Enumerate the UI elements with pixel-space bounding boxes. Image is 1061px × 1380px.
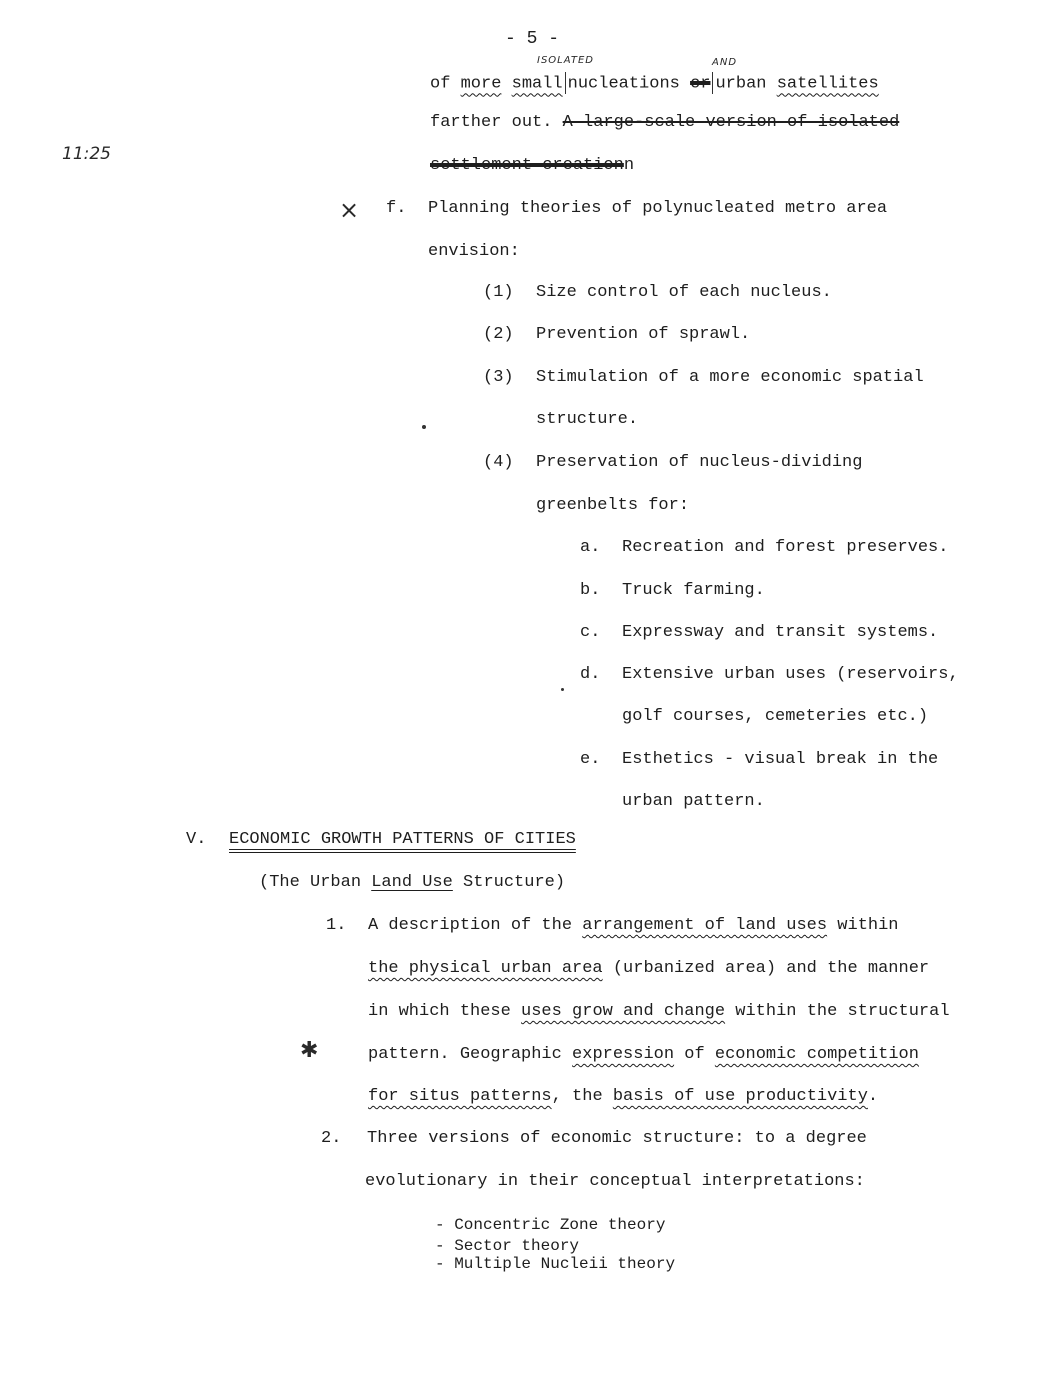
subtitle-part-1: (The Urban xyxy=(259,873,372,892)
item-1-line-2 xyxy=(368,960,929,977)
handwritten-isolated: ISOLATED xyxy=(537,55,594,66)
letter-c-label: c. xyxy=(580,623,601,642)
stray-mark-2 xyxy=(561,688,564,691)
subtitle-part-2: Structure) xyxy=(452,873,566,892)
item-1-l2-b: (urbanized area) and the manner xyxy=(602,959,930,978)
item-1-l5-c: . xyxy=(867,1087,879,1106)
letter-e-line-2: urban pattern. xyxy=(622,792,765,811)
continuation-line-1 xyxy=(430,72,879,94)
insert-caret-2 xyxy=(712,72,713,94)
item-1-l3-a: in which these xyxy=(368,1002,522,1021)
letter-b-label: b. xyxy=(580,581,601,600)
item-1-line-5 xyxy=(368,1088,878,1105)
letter-e-line-1: Esthetics - visual break in the xyxy=(622,750,939,769)
item-1-l3-b: within the structural xyxy=(725,1002,950,1021)
letter-b-text: Truck farming. xyxy=(622,581,765,600)
sub-4-line-2: greenbelts for: xyxy=(536,496,690,515)
item-1-l4-expression: expression xyxy=(572,1045,675,1064)
item-1-num: 1. xyxy=(326,916,347,935)
sub-3-line-2: structure. xyxy=(536,410,639,429)
struck-settlement-creation: settlement creation xyxy=(430,156,624,175)
item-1-l5-b: , the xyxy=(551,1087,613,1106)
item-1-line-3 xyxy=(368,1003,950,1020)
text-small: small xyxy=(511,74,563,94)
item-1-l1-b: within xyxy=(827,916,899,935)
letter-a-label: a. xyxy=(580,538,601,557)
item-f-line-1: Planning theories of polynucleated metro area xyxy=(428,199,888,218)
handwritten-and: AND xyxy=(712,57,738,68)
sub-4-line-1: Preservation of nucleus-dividing xyxy=(536,453,863,472)
item-1-l3-underlined: uses grow and change xyxy=(521,1002,726,1021)
theory-3: - Multiple Nucleii theory xyxy=(435,1255,676,1273)
sub-1-text: Size control of each nucleus. xyxy=(536,283,832,302)
sub-3-line-1: Stimulation of a more economic spatial xyxy=(536,368,924,387)
item-1-l1-underlined: arrangement of land uses xyxy=(582,916,828,935)
item-2-line-2: evolutionary in their conceptual interpretations: xyxy=(365,1172,865,1191)
section-v-numeral: V. xyxy=(186,830,207,849)
insert-caret xyxy=(565,72,566,94)
letter-d-line-1: Extensive urban uses (reservoirs, xyxy=(622,665,959,684)
item-2-line-1: Three versions of economic structure: to a degree xyxy=(367,1129,867,1148)
x-mark: × xyxy=(339,196,360,224)
theory-1: - Concentric Zone theory xyxy=(435,1216,666,1234)
section-v-subtitle xyxy=(259,874,565,891)
margin-note: 11:25 xyxy=(62,144,111,164)
item-f-label: f. xyxy=(386,199,407,218)
text-satellites: satellites xyxy=(776,74,879,94)
letter-e-label: e. xyxy=(580,750,601,769)
star-mark: ✱ xyxy=(300,1038,319,1063)
text-farther-out: farther out. xyxy=(430,113,553,132)
item-1-l1-a: A description of the xyxy=(368,916,583,935)
item-1-l4-economic-competition: economic competition xyxy=(714,1045,919,1064)
page-number: - 5 - xyxy=(505,29,560,49)
sub-2-num: (2) xyxy=(483,325,514,344)
item-1-l4-b: of xyxy=(674,1045,715,1064)
sub-4-num: (4) xyxy=(483,453,514,472)
section-v-heading: ECONOMIC GROWTH PATTERNS OF CITIES xyxy=(229,830,576,849)
text-more: more xyxy=(460,74,502,94)
text-nucleations: nucleations xyxy=(567,74,680,94)
continuation-line-3 xyxy=(430,157,634,174)
subtitle-land-use: Land Use xyxy=(371,873,453,892)
item-1-line-4 xyxy=(368,1046,919,1063)
item-1-line-1 xyxy=(368,917,899,934)
struck-large-scale-version: A large-scale version of isolated xyxy=(562,113,900,132)
item-1-l5-productivity: basis of use productivity xyxy=(612,1087,868,1106)
item-2-num: 2. xyxy=(321,1129,342,1148)
text-urban: urban xyxy=(715,74,767,94)
letter-c-text: Expressway and transit systems. xyxy=(622,623,939,642)
item-1-l5-situs: for situs patterns xyxy=(368,1087,552,1106)
sub-2-text: Prevention of sprawl. xyxy=(536,325,751,344)
letter-a-text: Recreation and forest preserves. xyxy=(622,538,949,557)
theory-2: - Sector theory xyxy=(435,1237,580,1255)
text-of: of xyxy=(430,74,451,94)
item-1-l2-underlined: the physical urban area xyxy=(368,959,603,978)
sub-1-num: (1) xyxy=(483,283,514,302)
continuation-line-2 xyxy=(430,114,899,131)
struck-or: or xyxy=(690,74,711,94)
stray-mark xyxy=(422,425,426,429)
letter-d-label: d. xyxy=(580,665,601,684)
sub-3-num: (3) xyxy=(483,368,514,387)
letter-d-line-2: golf courses, cemeteries etc.) xyxy=(622,707,929,726)
item-f-line-2: envision: xyxy=(428,242,520,261)
text-tail-n: n xyxy=(623,156,635,175)
item-1-l4-a: pattern. Geographic xyxy=(368,1045,573,1064)
